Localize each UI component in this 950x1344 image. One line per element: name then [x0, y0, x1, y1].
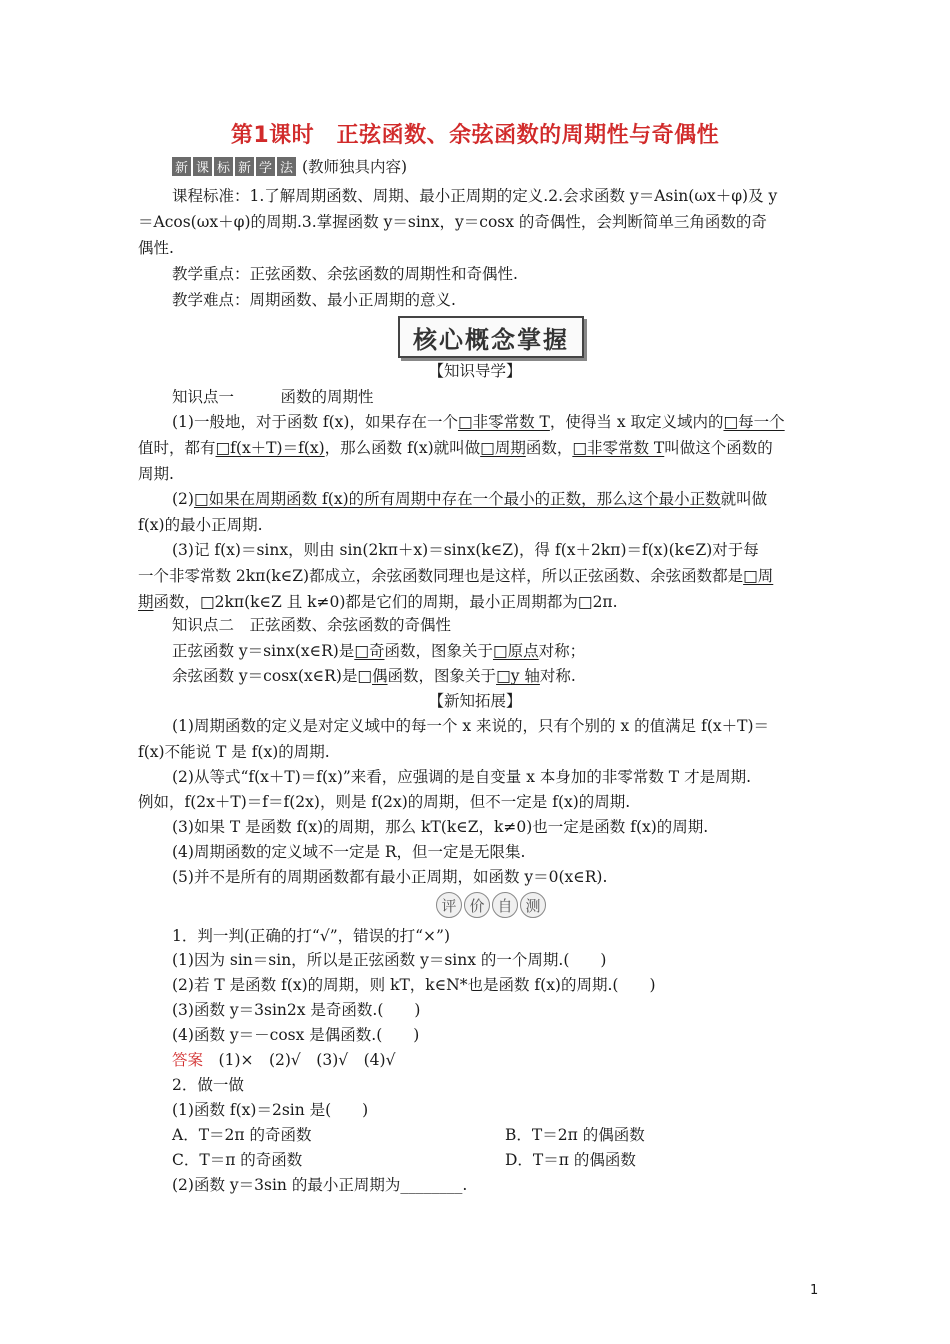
paragraph-line: [138, 591, 618, 613]
option-c: C．T＝π 的奇函数: [172, 1151, 303, 1169]
section-heading: 【知识导学】: [428, 362, 522, 380]
text: 函数，图象关于: [384, 642, 493, 660]
text: 对称.: [539, 667, 576, 685]
text: ，使得当 x 取定义域内的: [549, 413, 724, 431]
option-d: D．T＝π 的偶函数: [505, 1151, 636, 1169]
text: 余弦函数 y＝cosx(x∈R)是□: [172, 667, 373, 685]
section-banner: 核心概念掌握: [398, 316, 584, 358]
question-item: (3)函数 y＝3sin2x 是奇函数.( ): [172, 1001, 421, 1019]
text: 叫做这个函数的: [664, 439, 773, 457]
paragraph-line: (1)周期函数的定义是对定义域中的每一个 x 来说的，只有个别的 x 的值满足 f(x＋T)＝: [172, 717, 769, 735]
tag-box: 标: [214, 157, 233, 176]
question-item: (2)函数 y＝3sin 的最小正周期为________.: [172, 1176, 468, 1194]
standards-line: ＝Acos(ωx＋φ)的周期.3.掌握函数 y＝sinx，y＝cosx 的奇偶性，会判断简单三角函数的奇: [138, 213, 767, 231]
paragraph-line: [138, 437, 773, 459]
fill-answer: □原点: [492, 642, 539, 660]
paragraph-line: 周期.: [138, 465, 174, 483]
fill-answer: □周期: [480, 439, 526, 457]
text: 函数，: [525, 439, 573, 457]
text: ，那么函数 f(x)就叫做: [324, 439, 481, 457]
badge-char: 自: [492, 892, 518, 918]
text: (2): [172, 490, 194, 508]
tag-box: 法: [277, 157, 296, 176]
new-curriculum-tag: [172, 157, 296, 176]
teaching-difficulty: 教学难点：周期函数、最小正周期的意义.: [172, 291, 456, 309]
paragraph-line: [172, 640, 585, 662]
teaching-focus: 教学重点：正弦函数、余弦函数的周期性和奇偶性.: [172, 265, 518, 283]
paragraph-line: [138, 565, 773, 587]
tag-box: 新: [172, 157, 191, 176]
fill-answer: □如果在周期函数 f(x)的所有周期中存在一个最小的正数，那么这个最小正数: [193, 490, 721, 508]
answer-line: [172, 1049, 395, 1071]
paragraph-line: [172, 665, 576, 687]
paragraph-line: 例如，f(2x＋T)＝f＝f(2x)，则是 f(2x)的周期，但不一定是 f(x)的周期.: [138, 793, 631, 811]
paragraph-line: (4)周期函数的定义域不一定是 R，但一定是无限集.: [172, 843, 526, 861]
text: 函数，□2kπ(k∈Z 且 k≠0)都是它们的周期，最小正周期都为□2π.: [153, 593, 618, 611]
text: 对称；: [538, 642, 586, 660]
question-item: (1)函数 f(x)＝2sin 是( ): [172, 1101, 369, 1119]
text: 值时，都有: [138, 439, 216, 457]
fill-answer: 偶: [372, 667, 388, 685]
paragraph-line: (2)从等式“f(x＋T)＝f(x)”来看，应强调的是自变量 x 本身加的非零常数 T 才是周期.: [172, 768, 752, 786]
question-heading: 1．判一判(正确的打“√”，错误的打“×”): [172, 927, 451, 945]
text: 就叫做: [720, 490, 768, 508]
question-item: (1)因为 sin＝sin，所以是正弦函数 y＝sinx 的一个周期.( ): [172, 951, 607, 969]
paragraph-line: [172, 411, 785, 433]
knowledge-point-title: 知识点二 正弦函数、余弦函数的奇偶性: [172, 616, 452, 634]
question-item: (4)函数 y＝－cosx 是偶函数.( ): [172, 1026, 420, 1044]
option-b: B．T＝2π 的偶函数: [505, 1126, 645, 1144]
knowledge-point-title: 知识点一 函数的周期性: [172, 388, 374, 406]
text: 函数，图象关于: [387, 667, 497, 685]
standards-line: 偶性.: [138, 239, 174, 257]
fill-answer: □周: [743, 567, 774, 585]
question-heading: 2．做一做: [172, 1076, 244, 1094]
section-heading: 【新知拓展】: [428, 692, 522, 710]
tag-box: 学: [256, 157, 275, 176]
paragraph-line: (3)记 f(x)＝sinx，则由 sin(2kπ＋x)＝sinx(k∈Z)，得 f(x＋2kπ)＝f(x)(k∈Z)对于每: [172, 541, 759, 559]
page-title: 第1课时 正弦函数、余弦函数的周期性与奇偶性: [230, 123, 720, 148]
tag-note: (教师独具内容): [302, 158, 408, 176]
question-item: (2)若 T 是函数 f(x)的周期，则 kT，k∈N*也是函数 f(x)的周期.( ): [172, 976, 656, 994]
answer-label: 答案: [172, 1051, 204, 1069]
fill-answer: □非零常数 T: [572, 439, 665, 457]
standards-line: 课程标准：1.了解周期函数、周期、最小正周期的定义.2.会求函数 y＝Asin(ωx＋φ)及 y: [172, 187, 778, 205]
answer-text: (1)× (2)√ (3)√ (4)√: [218, 1051, 396, 1069]
paragraph-line: f(x)的最小正周期.: [138, 516, 263, 534]
badge-char: 测: [520, 892, 546, 918]
paragraph-line: f(x)不能说 T 是 f(x)的周期.: [138, 743, 330, 761]
badge-char: 价: [464, 892, 490, 918]
badge-char: 评: [436, 892, 462, 918]
fill-answer: 期: [138, 593, 154, 611]
fill-answer: □非零常数 T: [457, 413, 550, 431]
fill-answer: □f(x＋T)＝f(x): [215, 439, 325, 457]
tag-box: 课: [193, 157, 212, 176]
text: 一个非零常数 2kπ(k∈Z)都成立，余弦函数同理也是这样，所以正弦函数、余弦函数都是: [138, 567, 744, 585]
self-evaluation-badge: [436, 892, 546, 918]
fill-answer: □奇: [354, 642, 385, 660]
tag-box: 新: [235, 157, 254, 176]
paragraph-line: (3)如果 T 是函数 f(x)的周期，那么 kT(k∈Z，k≠0)也一定是函数 f(x)的周期.: [172, 818, 709, 836]
text: (1)一般地，对于函数 f(x)，如果存在一个: [172, 413, 458, 431]
page-number: 1: [810, 1283, 819, 1298]
paragraph-line: [172, 488, 767, 510]
option-a: A．T＝2π 的奇函数: [172, 1126, 312, 1144]
fill-answer: □y 轴: [496, 667, 540, 685]
paragraph-line: (5)并不是所有的周期函数都有最小正周期，如函数 y＝0(x∈R).: [172, 868, 608, 886]
text: 正弦函数 y＝sinx(x∈R)是: [172, 642, 355, 660]
fill-answer: □每一个: [723, 413, 785, 431]
